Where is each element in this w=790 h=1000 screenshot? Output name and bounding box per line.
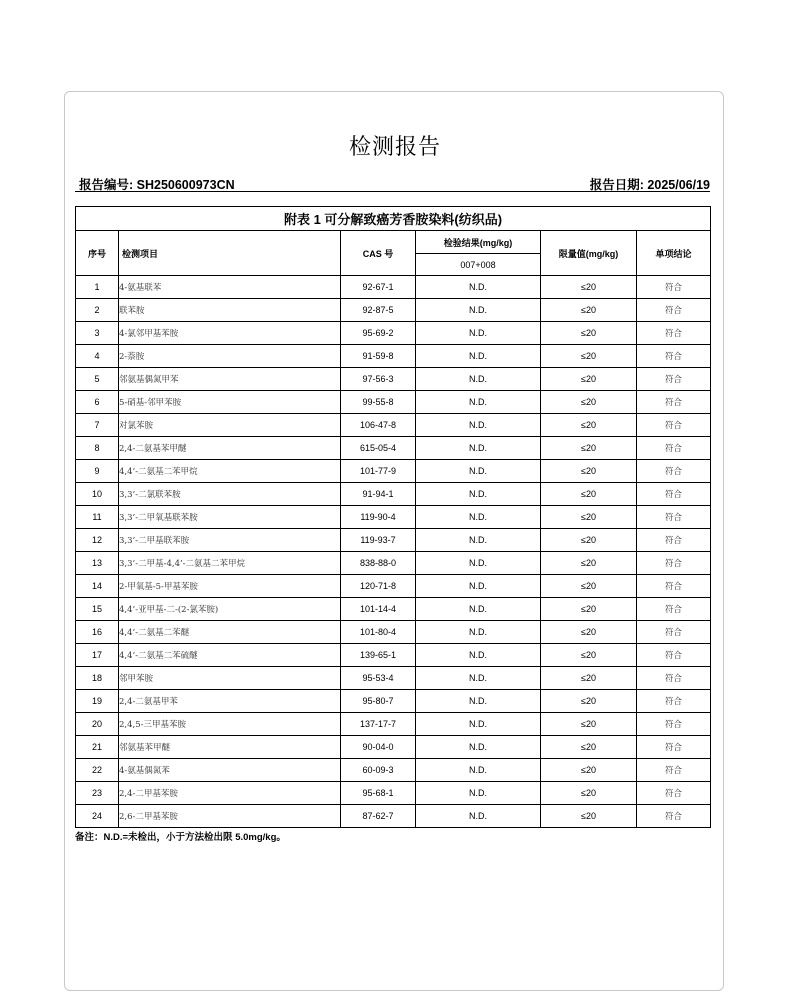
row-item-name: 联苯胺 xyxy=(119,299,341,322)
row-cas-number: 97-56-3 xyxy=(341,368,416,391)
row-conclusion: 符合 xyxy=(637,644,711,667)
row-number: 15 xyxy=(76,598,119,621)
row-conclusion: 符合 xyxy=(637,322,711,345)
row-cas-number: 95-69-2 xyxy=(341,322,416,345)
report-number: 报告编号: SH250600973CN xyxy=(79,178,235,192)
row-result: N.D. xyxy=(416,575,541,598)
row-number: 4 xyxy=(76,345,119,368)
row-cas-number: 60-09-3 xyxy=(341,759,416,782)
row-result: N.D. xyxy=(416,598,541,621)
footnote: 备注：N.D.=未检出，小于方法检出限 5.0mg/kg。 xyxy=(75,832,286,843)
row-cas-number: 119-93-7 xyxy=(341,529,416,552)
row-limit: ≤20 xyxy=(541,644,637,667)
header-cas: CAS 号 xyxy=(341,231,416,276)
row-conclusion: 符合 xyxy=(637,391,711,414)
header-conclusion: 单项结论 xyxy=(637,231,711,276)
row-result: N.D. xyxy=(416,276,541,299)
row-limit: ≤20 xyxy=(541,782,637,805)
row-conclusion: 符合 xyxy=(637,437,711,460)
row-cas-number: 137-17-7 xyxy=(341,713,416,736)
row-item-name: 4,4’-二氨基二苯醚 xyxy=(119,621,341,644)
row-cas-number: 95-68-1 xyxy=(341,782,416,805)
row-limit: ≤20 xyxy=(541,391,637,414)
row-cas-number: 91-94-1 xyxy=(341,483,416,506)
row-number: 6 xyxy=(76,391,119,414)
row-item-name: 5-硝基-邻甲苯胺 xyxy=(119,391,341,414)
table-row xyxy=(76,276,711,299)
row-number: 7 xyxy=(76,414,119,437)
row-number: 13 xyxy=(76,552,119,575)
row-result: N.D. xyxy=(416,391,541,414)
row-limit: ≤20 xyxy=(541,736,637,759)
table-row xyxy=(76,299,711,322)
row-item-name: 4-氨基联苯 xyxy=(119,276,341,299)
table-row xyxy=(76,667,711,690)
row-item-name: 2,6-二甲基苯胺 xyxy=(119,805,341,828)
table-row xyxy=(76,506,711,529)
row-cas-number: 615-05-4 xyxy=(341,437,416,460)
row-result: N.D. xyxy=(416,736,541,759)
row-cas-number: 99-55-8 xyxy=(341,391,416,414)
row-number: 2 xyxy=(76,299,119,322)
table-row xyxy=(76,552,711,575)
page-title: 检测报告 xyxy=(348,135,441,160)
table-row xyxy=(76,713,711,736)
row-result: N.D. xyxy=(416,414,541,437)
row-result: N.D. xyxy=(416,368,541,391)
row-limit: ≤20 xyxy=(541,414,637,437)
header-limit: 限量值(mg/kg) xyxy=(541,231,637,276)
row-number: 23 xyxy=(76,782,119,805)
row-cas-number: 101-80-4 xyxy=(341,621,416,644)
table-row xyxy=(76,529,711,552)
row-cas-number: 90-04-0 xyxy=(341,736,416,759)
row-result: N.D. xyxy=(416,759,541,782)
row-cas-number: 139-65-1 xyxy=(341,644,416,667)
row-limit: ≤20 xyxy=(541,483,637,506)
row-result: N.D. xyxy=(416,621,541,644)
table-row xyxy=(76,368,711,391)
table-row xyxy=(76,391,711,414)
row-item-name: 4,4’-二氨基二苯甲烷 xyxy=(119,460,341,483)
row-limit: ≤20 xyxy=(541,437,637,460)
row-cas-number: 92-87-5 xyxy=(341,299,416,322)
table-row xyxy=(76,414,711,437)
row-conclusion: 符合 xyxy=(637,483,711,506)
row-cas-number: 87-62-7 xyxy=(341,805,416,828)
row-number: 8 xyxy=(76,437,119,460)
table-row xyxy=(76,598,711,621)
row-number: 9 xyxy=(76,460,119,483)
row-item-name: 4,4’-亚甲基-二-(2-氯苯胺) xyxy=(119,598,341,621)
table-row xyxy=(76,575,711,598)
results-table xyxy=(75,206,711,828)
row-number: 24 xyxy=(76,805,119,828)
row-conclusion: 符合 xyxy=(637,506,711,529)
row-item-name: 3,3’-二甲氧基联苯胺 xyxy=(119,506,341,529)
table-caption: 附表 1 可分解致癌芳香胺染料(纺织品) xyxy=(76,207,711,231)
row-item-name: 4-氯邻甲基苯胺 xyxy=(119,322,341,345)
row-limit: ≤20 xyxy=(541,322,637,345)
row-limit: ≤20 xyxy=(541,368,637,391)
row-cas-number: 95-80-7 xyxy=(341,690,416,713)
row-limit: ≤20 xyxy=(541,690,637,713)
table-row xyxy=(76,805,711,828)
row-item-name: 3,3’-二甲基联苯胺 xyxy=(119,529,341,552)
row-number: 17 xyxy=(76,644,119,667)
row-result: N.D. xyxy=(416,713,541,736)
row-item-name: 邻氨基苯甲醚 xyxy=(119,736,341,759)
row-limit: ≤20 xyxy=(541,805,637,828)
row-conclusion: 符合 xyxy=(637,276,711,299)
row-result: N.D. xyxy=(416,782,541,805)
row-cas-number: 119-90-4 xyxy=(341,506,416,529)
row-conclusion: 符合 xyxy=(637,598,711,621)
row-cas-number: 92-67-1 xyxy=(341,276,416,299)
row-cas-number: 838-88-0 xyxy=(341,552,416,575)
row-number: 22 xyxy=(76,759,119,782)
row-conclusion: 符合 xyxy=(637,667,711,690)
row-cas-number: 120-71-8 xyxy=(341,575,416,598)
table-row xyxy=(76,759,711,782)
table-row xyxy=(76,621,711,644)
row-number: 16 xyxy=(76,621,119,644)
table-row xyxy=(76,644,711,667)
row-number: 14 xyxy=(76,575,119,598)
row-conclusion: 符合 xyxy=(637,759,711,782)
row-item-name: 2-甲氧基-5-甲基苯胺 xyxy=(119,575,341,598)
row-item-name: 2,4-二氨基甲苯 xyxy=(119,690,341,713)
report-meta xyxy=(75,173,710,192)
row-conclusion: 符合 xyxy=(637,552,711,575)
header-item: 检测项目 xyxy=(119,231,341,276)
row-limit: ≤20 xyxy=(541,713,637,736)
row-number: 19 xyxy=(76,690,119,713)
row-result: N.D. xyxy=(416,506,541,529)
row-conclusion: 符合 xyxy=(637,345,711,368)
row-limit: ≤20 xyxy=(541,621,637,644)
row-number: 5 xyxy=(76,368,119,391)
row-limit: ≤20 xyxy=(541,598,637,621)
row-conclusion: 符合 xyxy=(637,414,711,437)
row-result: N.D. xyxy=(416,644,541,667)
row-limit: ≤20 xyxy=(541,575,637,598)
row-result: N.D. xyxy=(416,552,541,575)
row-limit: ≤20 xyxy=(541,759,637,782)
row-result: N.D. xyxy=(416,690,541,713)
table-row xyxy=(76,483,711,506)
row-number: 1 xyxy=(76,276,119,299)
row-cas-number: 91-59-8 xyxy=(341,345,416,368)
row-number: 21 xyxy=(76,736,119,759)
row-item-name: 4,4’-二氨基二苯硫醚 xyxy=(119,644,341,667)
row-number: 20 xyxy=(76,713,119,736)
row-item-name: 4-氨基偶氮苯 xyxy=(119,759,341,782)
row-result: N.D. xyxy=(416,299,541,322)
row-result: N.D. xyxy=(416,345,541,368)
table-body xyxy=(76,276,711,828)
table-row xyxy=(76,736,711,759)
row-conclusion: 符合 xyxy=(637,782,711,805)
row-limit: ≤20 xyxy=(541,276,637,299)
row-number: 11 xyxy=(76,506,119,529)
row-number: 3 xyxy=(76,322,119,345)
row-result: N.D. xyxy=(416,805,541,828)
row-limit: ≤20 xyxy=(541,529,637,552)
row-item-name: 2,4-二氨基苯甲醚 xyxy=(119,437,341,460)
row-limit: ≤20 xyxy=(541,345,637,368)
header-result-sample: 007+008 xyxy=(416,254,541,276)
table-row xyxy=(76,437,711,460)
row-number: 12 xyxy=(76,529,119,552)
row-result: N.D. xyxy=(416,483,541,506)
row-number: 10 xyxy=(76,483,119,506)
row-cas-number: 101-14-4 xyxy=(341,598,416,621)
table-row xyxy=(76,322,711,345)
row-conclusion: 符合 xyxy=(637,690,711,713)
row-limit: ≤20 xyxy=(541,667,637,690)
row-result: N.D. xyxy=(416,667,541,690)
row-conclusion: 符合 xyxy=(637,805,711,828)
row-result: N.D. xyxy=(416,437,541,460)
row-number: 18 xyxy=(76,667,119,690)
row-cas-number: 95-53-4 xyxy=(341,667,416,690)
row-result: N.D. xyxy=(416,460,541,483)
row-item-name: 2,4,5-三甲基苯胺 xyxy=(119,713,341,736)
row-conclusion: 符合 xyxy=(637,575,711,598)
row-conclusion: 符合 xyxy=(637,460,711,483)
row-item-name: 2-萘胺 xyxy=(119,345,341,368)
row-item-name: 2,4-二甲基苯胺 xyxy=(119,782,341,805)
row-conclusion: 符合 xyxy=(637,299,711,322)
row-item-name: 邻甲苯胺 xyxy=(119,667,341,690)
row-conclusion: 符合 xyxy=(637,368,711,391)
table-row xyxy=(76,460,711,483)
row-limit: ≤20 xyxy=(541,299,637,322)
row-conclusion: 符合 xyxy=(637,621,711,644)
header-no: 序号 xyxy=(76,231,119,276)
row-result: N.D. xyxy=(416,322,541,345)
row-item-name: 对氯苯胺 xyxy=(119,414,341,437)
row-conclusion: 符合 xyxy=(637,713,711,736)
row-conclusion: 符合 xyxy=(637,529,711,552)
table-row xyxy=(76,690,711,713)
row-cas-number: 101-77-9 xyxy=(341,460,416,483)
row-item-name: 3,3’-二氯联苯胺 xyxy=(119,483,341,506)
table-row xyxy=(76,345,711,368)
row-limit: ≤20 xyxy=(541,552,637,575)
header-result: 检验结果(mg/kg) xyxy=(416,231,541,254)
row-conclusion: 符合 xyxy=(637,736,711,759)
row-limit: ≤20 xyxy=(541,460,637,483)
table-row xyxy=(76,782,711,805)
row-item-name: 邻氨基偶氮甲苯 xyxy=(119,368,341,391)
row-cas-number: 106-47-8 xyxy=(341,414,416,437)
row-limit: ≤20 xyxy=(541,506,637,529)
report-date: 报告日期: 2025/06/19 xyxy=(589,178,710,192)
row-item-name: 3,3’-二甲基-4,4’-二氨基二苯甲烷 xyxy=(119,552,341,575)
row-result: N.D. xyxy=(416,529,541,552)
